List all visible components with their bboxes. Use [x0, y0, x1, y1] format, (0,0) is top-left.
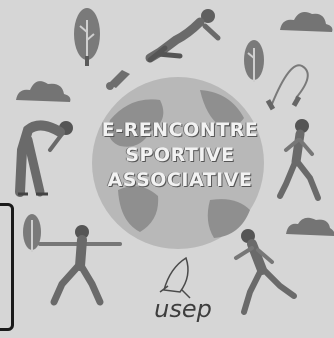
jogging-woman-icon — [280, 119, 318, 198]
cloud-icon — [280, 12, 332, 32]
yoga-woman-icon — [40, 225, 120, 302]
banner-title — [95, 118, 265, 193]
whistle-icon — [106, 70, 130, 90]
frame-edge — [0, 203, 14, 331]
tree-icon — [23, 214, 41, 252]
usep-logo-text: usep — [154, 295, 212, 323]
running-man-icon — [236, 229, 294, 312]
title-line-2: SPORTIVE — [125, 144, 235, 166]
cloud-icon — [286, 218, 334, 236]
tree-icon — [244, 40, 264, 82]
cloud-icon — [16, 81, 70, 102]
runner-lying-icon — [150, 9, 218, 60]
usep-logo-subtext — [150, 325, 220, 331]
title-line-3: ASSOCIATIVE — [107, 169, 253, 191]
stretching-person-icon — [18, 121, 73, 194]
usep-mascot-icon — [160, 258, 190, 298]
tree-icon — [74, 8, 100, 66]
jump-rope-icon — [266, 65, 308, 110]
title-line-1: E-RENCONTRE — [101, 119, 259, 141]
